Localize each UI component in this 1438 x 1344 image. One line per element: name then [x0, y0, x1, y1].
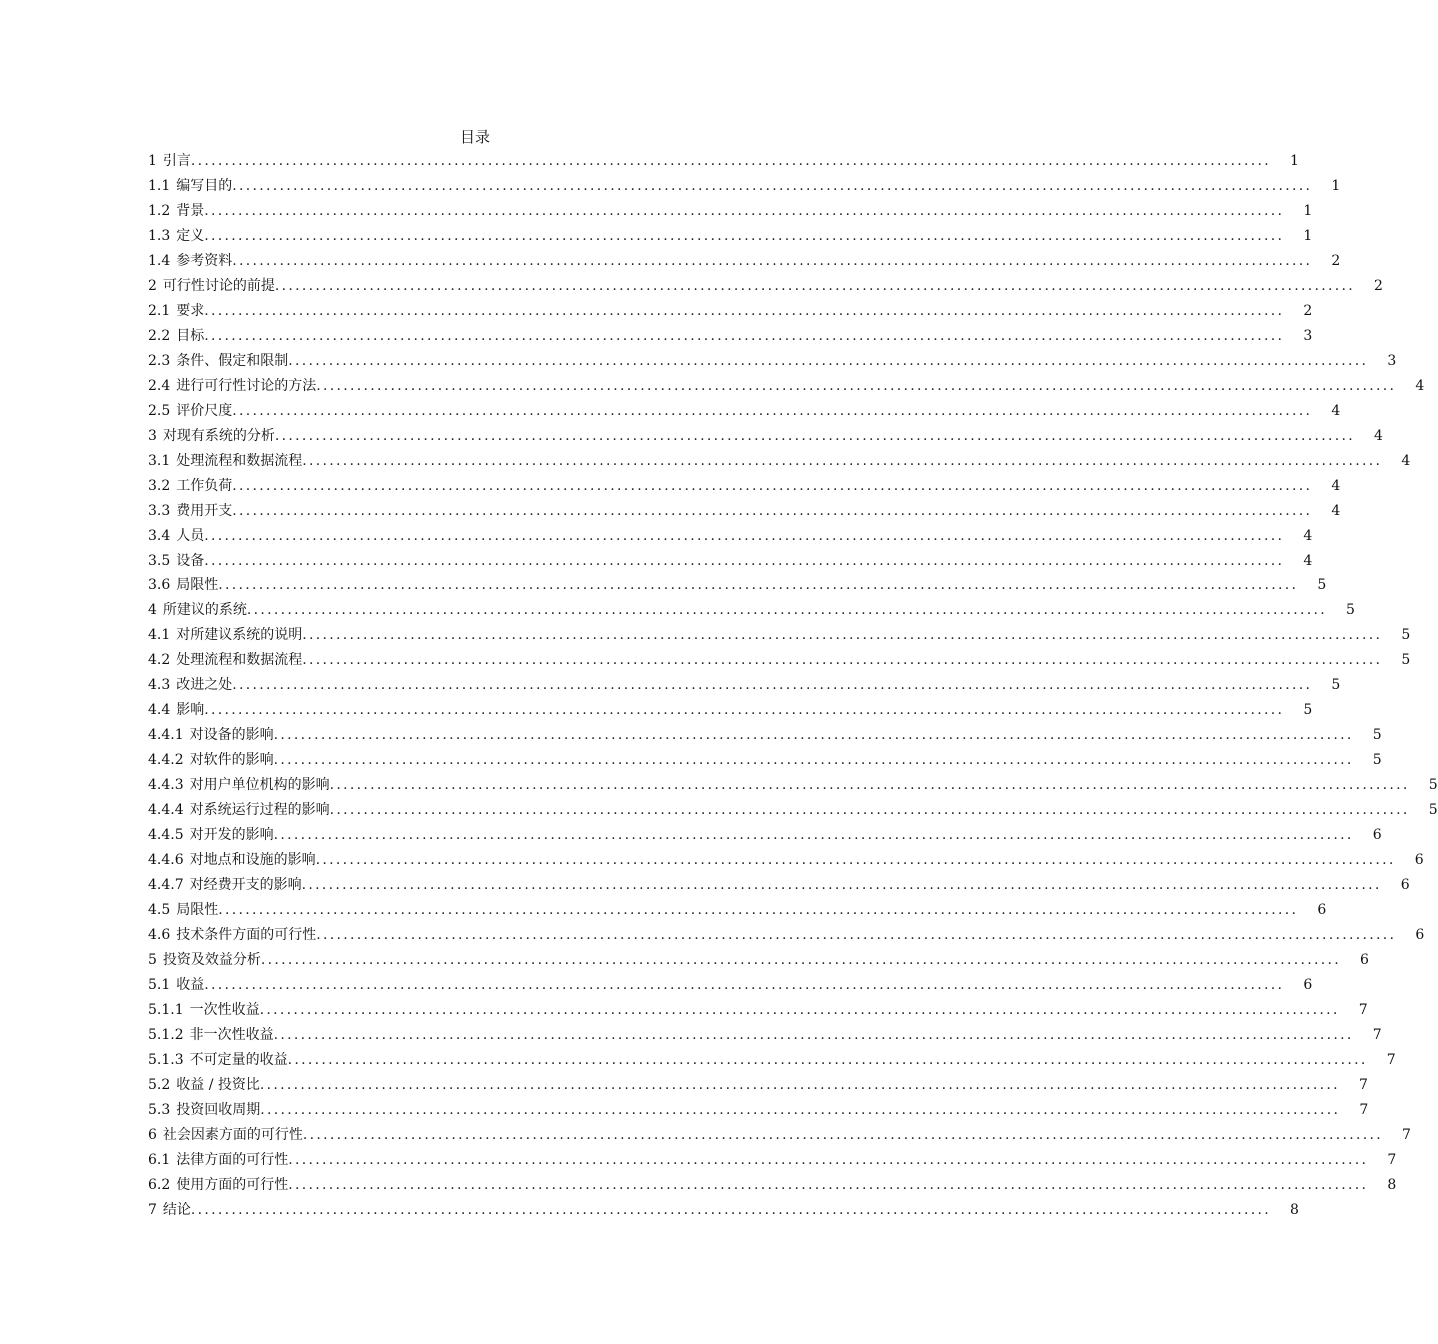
dot-leader: ................................................................................................................................................................	[232, 402, 1313, 419]
toc-entry-page-number: 4	[1331, 502, 1341, 519]
toc-entry-title: 对地点和设施的影响	[189, 852, 316, 869]
toc-entry-title: 对开发的影响	[189, 827, 274, 844]
toc-entry-number: 4.4.7	[148, 877, 184, 894]
dot-leader: ................................................................................................................................................................	[204, 302, 1285, 319]
toc-entry-page-number: 4	[1415, 377, 1425, 394]
toc-entry-number: 4.4.6	[148, 852, 184, 869]
toc-entry[interactable]	[148, 324, 1313, 349]
toc-entry-text	[148, 324, 204, 349]
toc-entry-text	[148, 723, 274, 748]
toc-entry[interactable]	[148, 823, 1382, 848]
toc-entry-page-number: 5	[1346, 602, 1355, 619]
toc-entry-text	[148, 399, 232, 424]
toc-entry[interactable]	[148, 573, 1327, 598]
dot-leader: ................................................................................................................................................................	[329, 777, 1410, 794]
toc-entry[interactable]	[148, 1023, 1382, 1048]
toc-entry-text	[148, 424, 275, 449]
dot-leader: ................................................................................................................................................................	[302, 452, 1383, 469]
toc-entry-page-number: 5	[1317, 577, 1327, 594]
toc-entry-title: 对用户单位机构的影响	[189, 777, 330, 794]
toc-entry[interactable]	[148, 748, 1382, 773]
toc-entry-page-number: 2	[1331, 252, 1341, 269]
toc-entry-number: 4.4	[148, 702, 171, 719]
toc-entry-title: 使用方面的可行性	[176, 1176, 289, 1193]
toc-entry-number: 4.4.4	[148, 802, 184, 819]
toc-entry-title: 投资及效益分析	[162, 952, 261, 968]
toc-entry[interactable]	[148, 174, 1341, 199]
toc-entry-title: 评价尺度	[176, 402, 233, 419]
toc-entry-number: 4.4.1	[148, 727, 184, 744]
toc-entry-title: 可行性讨论的前提	[162, 277, 275, 294]
dot-leader: ................................................................................................................................................................	[218, 577, 1299, 594]
toc-entry-title: 引言	[162, 153, 191, 169]
toc-entry[interactable]	[148, 673, 1341, 698]
dot-leader: ................................................................................................................................................................	[273, 727, 1354, 744]
dot-leader: ................................................................................................................................................................	[287, 1051, 1368, 1068]
toc-entry[interactable]	[148, 923, 1425, 948]
toc-entry-text	[148, 149, 191, 174]
toc-entry-page-number: 6	[1303, 976, 1313, 993]
toc-entry-title: 处理流程和数据流程	[176, 652, 303, 669]
toc-entry-title: 法律方面的可行性	[176, 1151, 289, 1168]
toc-entry-text	[148, 1073, 260, 1098]
toc-entry-number: 5.1	[148, 976, 171, 993]
dot-leader: ................................................................................................................................................................	[246, 602, 1327, 619]
toc-entry-page-number: 5	[1428, 802, 1438, 819]
toc-entry-page-number: 4	[1303, 527, 1313, 544]
dot-leader: ................................................................................................................................................................	[204, 976, 1285, 993]
toc-entry-text	[148, 923, 316, 948]
toc-entry-page-number: 6	[1360, 952, 1369, 968]
dot-leader: ................................................................................................................................................................	[329, 802, 1410, 819]
toc-entry-number: 6.1	[148, 1151, 171, 1168]
toc-entry[interactable]	[148, 524, 1313, 549]
toc-entry-text	[148, 299, 204, 324]
toc-entry-text	[148, 873, 302, 898]
toc-entry-text	[148, 973, 204, 998]
dot-leader: ................................................................................................................................................................	[273, 752, 1354, 769]
toc-entry[interactable]	[148, 224, 1313, 249]
dot-leader: ................................................................................................................................................................	[259, 1001, 1340, 1018]
toc-entry-page-number: 7	[1387, 1151, 1397, 1168]
dot-leader: ................................................................................................................................................................	[260, 1101, 1341, 1118]
toc-entry-title: 背景	[176, 202, 205, 219]
dot-leader: ................................................................................................................................................................	[204, 202, 1285, 219]
dot-leader: ................................................................................................................................................................	[232, 677, 1313, 694]
toc-entry[interactable]	[148, 249, 1341, 274]
toc-entry-text	[148, 524, 204, 549]
toc-entry-page-number: 7	[1402, 1126, 1411, 1143]
dot-leader: ................................................................................................................................................................	[232, 177, 1313, 194]
toc-entry[interactable]	[148, 873, 1410, 898]
dot-leader: ................................................................................................................................................................	[259, 1076, 1340, 1093]
toc-entry-number: 3.1	[148, 452, 171, 469]
toc-entry-text	[148, 848, 316, 873]
dot-leader: ................................................................................................................................................................	[316, 377, 1397, 394]
toc-entry-text	[148, 673, 232, 698]
toc-entry-number: 3.4	[148, 527, 171, 544]
dot-leader: ................................................................................................................................................................	[302, 652, 1383, 669]
dot-leader: ................................................................................................................................................................	[316, 927, 1397, 944]
toc-entry-number: 3	[148, 427, 157, 444]
toc-entry-number: 1.4	[148, 252, 171, 269]
toc-entry-number: 1.3	[148, 227, 171, 244]
toc-entry-title: 局限性	[176, 902, 219, 919]
toc-entry-text	[148, 798, 330, 823]
toc-entry[interactable]	[148, 848, 1424, 873]
toc-entry-title: 所建议的系统	[162, 602, 247, 619]
dot-leader: ................................................................................................................................................................	[302, 627, 1383, 644]
toc-entry-page-number: 8	[1290, 1201, 1299, 1218]
toc-entry-page-number: 5	[1372, 752, 1382, 769]
toc-entry-text	[148, 998, 260, 1023]
toc-entry-page-number: 6	[1415, 927, 1425, 944]
dot-leader: ................................................................................................................................................................	[288, 1151, 1369, 1168]
toc-entry-title: 结论	[162, 1201, 191, 1218]
toc-entry-number: 4.4.3	[148, 777, 184, 794]
toc-entry-page-number: 4	[1303, 552, 1313, 569]
toc-entry-title: 要求	[176, 302, 205, 319]
toc-entry-number: 3.2	[148, 477, 171, 494]
toc-entry-text	[148, 499, 232, 524]
toc-entry-title: 定义	[176, 227, 205, 244]
dot-leader: ................................................................................................................................................................	[232, 502, 1313, 519]
toc-entry-page-number: 4	[1374, 427, 1383, 444]
toc-entry-title: 人员	[176, 527, 205, 544]
toc-entry-number: 5.1.1	[148, 1001, 184, 1018]
toc-entry-title: 进行可行性讨论的方法	[176, 377, 317, 394]
dot-leader: ................................................................................................................................................................	[218, 902, 1299, 919]
toc-entry[interactable]	[148, 299, 1313, 324]
toc-entry-title: 社会因素方面的可行性	[162, 1126, 303, 1143]
toc-entry-page-number: 3	[1303, 327, 1313, 344]
toc-entry-title: 对经费开支的影响	[189, 877, 302, 894]
toc-entry-page-number: 2	[1303, 302, 1313, 319]
dot-leader: ................................................................................................................................................................	[273, 1026, 1354, 1043]
dot-leader: ................................................................................................................................................................	[274, 427, 1355, 444]
toc-entry-page-number: 1	[1290, 153, 1299, 169]
toc-entry-page-number: 5	[1401, 652, 1411, 669]
toc-entry-title: 影响	[176, 702, 205, 719]
toc-entry[interactable]	[148, 648, 1411, 673]
toc-entry-number: 4.4.5	[148, 827, 184, 844]
toc-entry-number: 5	[148, 952, 157, 968]
toc-entry-text	[148, 1023, 274, 1048]
toc-entry-page-number: 4	[1331, 402, 1341, 419]
toc-entry-text	[148, 898, 218, 923]
toc-entry-text	[148, 374, 316, 399]
toc-entry-text	[148, 1173, 288, 1198]
toc-entry-number: 4.5	[148, 902, 171, 919]
toc-entry-number: 6	[148, 1126, 157, 1143]
toc-entry[interactable]	[148, 898, 1327, 923]
toc-list	[148, 149, 1438, 1223]
toc-entry-text	[148, 449, 302, 474]
dot-leader: ................................................................................................................................................................	[274, 277, 1355, 294]
toc-entry-number: 5.1.2	[148, 1026, 184, 1043]
toc-entry[interactable]	[148, 1098, 1369, 1123]
toc-entry-page-number: 7	[1358, 1001, 1368, 1018]
toc-entry-text	[148, 249, 232, 274]
toc-entry-page-number: 6	[1400, 877, 1410, 894]
toc-entry-text	[148, 748, 274, 773]
toc-entry[interactable]	[148, 1048, 1396, 1073]
toc-entry-page-number: 7	[1359, 1076, 1368, 1093]
dot-leader: ................................................................................................................................................................	[204, 552, 1285, 569]
toc-entry-text	[148, 598, 247, 623]
toc-entry-page-number: 6	[1414, 852, 1424, 869]
dot-leader: ................................................................................................................................................................	[204, 702, 1285, 719]
toc-entry-page-number: 7	[1359, 1101, 1369, 1118]
toc-entry[interactable]	[148, 698, 1313, 723]
toc-entry-text	[148, 698, 204, 723]
toc-entry-page-number: 2	[1374, 277, 1383, 294]
toc-entry[interactable]	[148, 798, 1438, 823]
toc-entry[interactable]	[148, 474, 1341, 499]
toc-entry[interactable]	[148, 274, 1383, 299]
toc-entry-number: 1.1	[148, 177, 171, 194]
toc-entry-text	[148, 174, 232, 199]
toc-entry-title: 编写目的	[176, 177, 233, 194]
toc-entry[interactable]	[148, 399, 1341, 424]
dot-leader: ................................................................................................................................................................	[288, 1176, 1369, 1193]
toc-entry[interactable]	[148, 499, 1341, 524]
toc-entry-number: 4.1	[148, 627, 171, 644]
toc-entry-number: 4.2	[148, 652, 171, 669]
toc-entry-text	[148, 1198, 191, 1223]
toc-entry-text	[148, 274, 275, 299]
toc-entry-text	[148, 1098, 260, 1123]
toc-entry-number: 7	[148, 1201, 157, 1218]
toc-entry-page-number: 3	[1387, 352, 1397, 369]
toc-entry-title: 收益	[176, 976, 205, 993]
toc-entry-text	[148, 823, 274, 848]
toc-entry-title: 处理流程和数据流程	[176, 452, 303, 469]
dot-leader: ................................................................................................................................................................	[260, 952, 1341, 968]
toc-entry-title: 投资回收周期	[176, 1101, 261, 1118]
toc-entry-title: 技术条件方面的可行性	[176, 927, 317, 944]
toc-entry-number: 5.3	[148, 1101, 171, 1118]
toc-entry-text	[148, 474, 232, 499]
toc-entry[interactable]	[148, 424, 1383, 449]
toc-entry-number: 4	[148, 602, 157, 619]
toc-entry-text	[148, 224, 204, 249]
dot-leader: ................................................................................................................................................................	[315, 852, 1396, 869]
toc-entry[interactable]	[148, 374, 1425, 399]
toc-entry-title: 对软件的影响	[189, 752, 274, 769]
toc-entry-title: 参考资料	[176, 252, 233, 269]
toc-entry-title: 对所建议系统的说明	[176, 627, 303, 644]
toc-entry[interactable]	[148, 598, 1355, 623]
toc-entry-title: 一次性收益	[189, 1001, 260, 1018]
dot-leader: ................................................................................................................................................................	[302, 1126, 1383, 1143]
toc-entry-title: 非一次性收益	[189, 1026, 274, 1043]
toc-entry[interactable]	[148, 973, 1313, 998]
toc-entry-text	[148, 349, 288, 374]
toc-entry[interactable]	[148, 623, 1411, 648]
toc-entry-title: 工作负荷	[176, 477, 233, 494]
toc-entry-page-number: 5	[1428, 777, 1438, 794]
dot-leader: ................................................................................................................................................................	[204, 327, 1285, 344]
toc-entry-number: 6.2	[148, 1176, 171, 1193]
toc-entry[interactable]	[148, 449, 1411, 474]
toc-entry-text	[148, 773, 330, 798]
toc-entry-text	[148, 1148, 288, 1173]
toc-entry-page-number: 8	[1387, 1176, 1397, 1193]
toc-entry-title: 对现有系统的分析	[162, 427, 275, 444]
dot-leader: ................................................................................................................................................................	[190, 153, 1271, 169]
toc-entry[interactable]	[148, 1148, 1397, 1173]
toc-entry-page-number: 6	[1317, 902, 1327, 919]
toc-entry[interactable]	[148, 948, 1369, 973]
dot-leader: ................................................................................................................................................................	[204, 527, 1285, 544]
dot-leader: ................................................................................................................................................................	[273, 827, 1354, 844]
toc-entry[interactable]	[148, 998, 1368, 1023]
toc-entry-text	[148, 199, 204, 224]
toc-entry-title: 条件、假定和限制	[176, 352, 289, 369]
toc-entry-page-number: 5	[1331, 677, 1341, 694]
toc-entry-number: 1	[148, 153, 157, 169]
toc-entry[interactable]	[148, 1173, 1397, 1198]
toc-entry-title: 收益 / 投资比	[176, 1076, 260, 1093]
toc-entry-page-number: 1	[1331, 177, 1341, 194]
toc-entry-page-number: 4	[1331, 477, 1341, 494]
toc-entry-page-number: 1	[1303, 227, 1313, 244]
toc-entry-number: 3.3	[148, 502, 171, 519]
toc-entry-number: 2	[148, 277, 157, 294]
toc-entry-number: 4.3	[148, 677, 171, 694]
toc-entry-page-number: 7	[1372, 1026, 1382, 1043]
toc-entry-title: 局限性	[176, 577, 219, 594]
toc-entry-title: 改进之处	[176, 677, 233, 694]
toc-entry[interactable]	[148, 349, 1397, 374]
toc-entry-text	[148, 1123, 303, 1148]
toc-entry-title: 设备	[176, 552, 205, 569]
toc-entry-text	[148, 573, 218, 598]
toc-entry-page-number: 5	[1401, 627, 1411, 644]
toc-entry-number: 4.6	[148, 927, 171, 944]
toc-entry[interactable]	[148, 1198, 1299, 1223]
toc-entry-title: 费用开支	[176, 502, 233, 519]
dot-leader: ................................................................................................................................................................	[232, 252, 1313, 269]
toc-entry-number: 5.1.3	[148, 1051, 184, 1068]
toc-entry-title: 对设备的影响	[189, 727, 274, 744]
toc-entry-number: 4.4.2	[148, 752, 184, 769]
dot-leader: ................................................................................................................................................................	[232, 477, 1313, 494]
toc-entry-title: 不可定量的收益	[189, 1051, 288, 1068]
toc-entry-number: 3.6	[148, 577, 171, 594]
toc-entry[interactable]	[148, 723, 1382, 748]
toc-entry-number: 5.2	[148, 1076, 171, 1093]
toc-entry-page-number: 7	[1386, 1051, 1396, 1068]
toc-entry-number: 2.5	[148, 402, 171, 419]
toc-entry-number: 2.3	[148, 352, 171, 369]
toc-entry-text	[148, 1048, 288, 1073]
toc-title: 目录	[459, 128, 490, 146]
toc-entry-number: 1.2	[148, 202, 171, 219]
dot-leader: ................................................................................................................................................................	[288, 352, 1369, 369]
toc-entry-number: 2.4	[148, 377, 171, 394]
dot-leader: ................................................................................................................................................................	[190, 1201, 1271, 1218]
toc-entry[interactable]	[148, 549, 1313, 574]
toc-entry[interactable]	[148, 773, 1438, 798]
dot-leader: ................................................................................................................................................................	[204, 227, 1285, 244]
toc-entry-text	[148, 948, 261, 973]
toc-entry[interactable]	[148, 199, 1313, 224]
toc-entry-number: 3.5	[148, 552, 171, 569]
toc-entry-number: 2.2	[148, 327, 171, 344]
toc-entry-page-number: 1	[1303, 202, 1313, 219]
toc-entry-page-number: 4	[1401, 452, 1411, 469]
toc-entry[interactable]	[148, 1073, 1368, 1098]
toc-entry-page-number: 6	[1372, 827, 1382, 844]
toc-entry-page-number: 5	[1372, 727, 1382, 744]
toc-entry-number: 2.1	[148, 302, 171, 319]
toc-entry-text	[148, 623, 302, 648]
toc-entry-title: 目标	[176, 327, 205, 344]
toc-entry-text	[148, 648, 302, 673]
toc-entry-text	[148, 549, 204, 574]
toc-entry-title: 对系统运行过程的影响	[189, 802, 330, 819]
toc-entry-page-number: 5	[1303, 702, 1313, 719]
dot-leader: ................................................................................................................................................................	[301, 877, 1382, 894]
toc-entry[interactable]	[148, 1123, 1411, 1148]
toc-entry[interactable]	[148, 149, 1299, 174]
